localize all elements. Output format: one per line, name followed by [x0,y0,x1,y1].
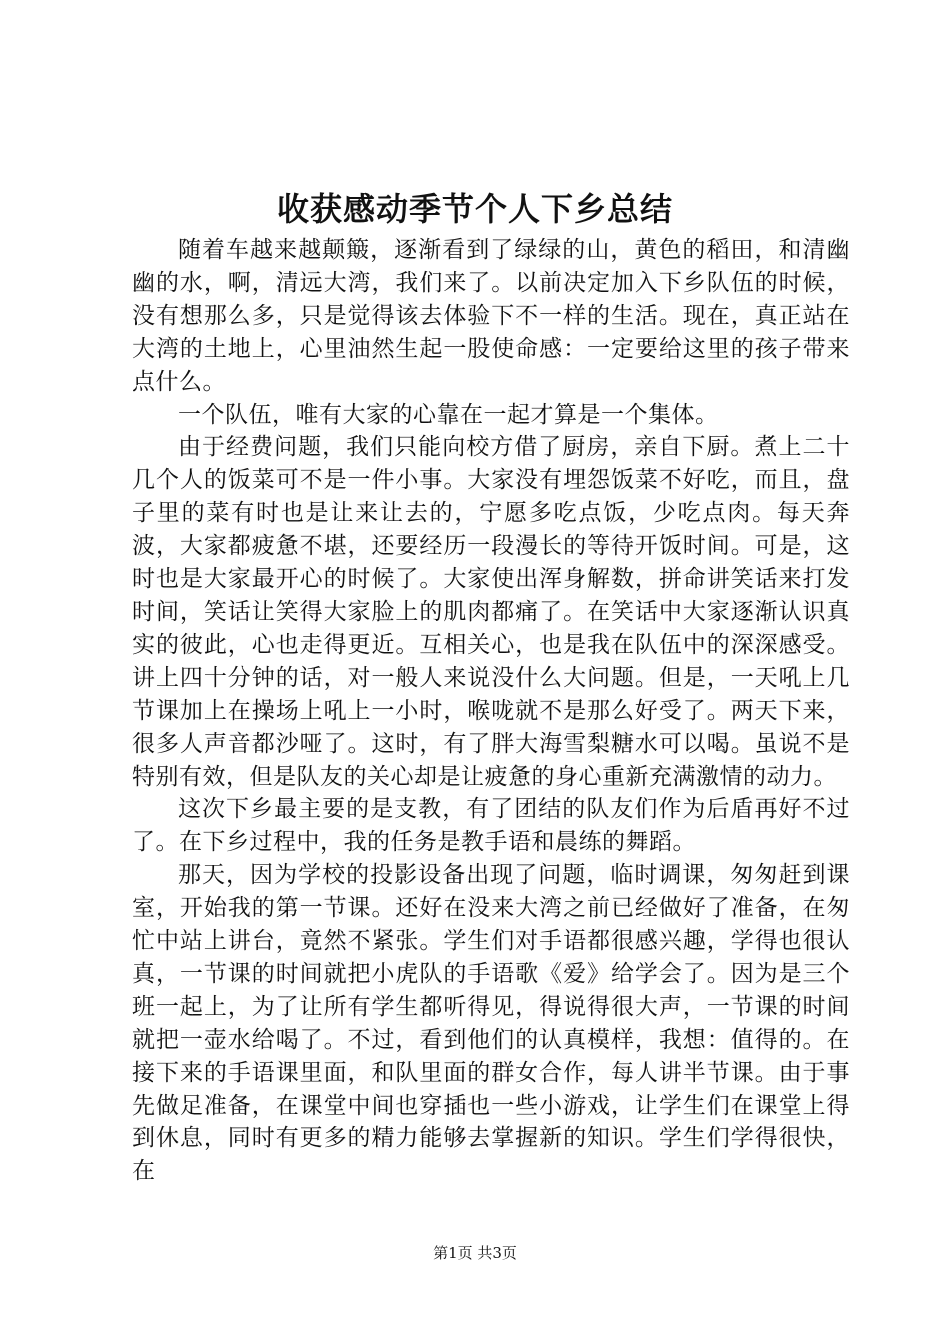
paragraph: 随着车越来越颠簸，逐渐看到了绿绿的山，黄色的稻田，和清幽幽的水，啊，清远大湾，我们来了。以前决定加入下乡队伍的时候，没有想那么多，只是觉得该去体验下不一样的生活。现在，真正站在大湾的土地上，心里油然生起一股使命感：一定要给这里的孩子带来点什么。 [132,237,850,395]
paragraph: 由于经费问题，我们只能向校方借了厨房，亲自下厨。煮上二十几个人的饭菜可不是一件小事。大家没有埋怨饭菜不好吃，而且，盘子里的菜有时也是让来让去的，宁愿多吃点饭，少吃点肉。每天奔波，大家都疲惫不堪，还要经历一段漫长的等待开饭时间。可是，这时也是大家最开心的时候了。大家使出浑身解数，拼命讲笑话来打发时间，笑话让笑得大家脸上的肌肉都痛了。在笑话中大家逐渐认识真实的彼此，心也走得更近。互相关心，也是我在队伍中的深深感受。讲上四十分钟的话，对一般人来说没什么大问题。但是，一天吼上几节课加上在操场上吼上一小时，喉咙就不是那么好受了。两天下来，很多人声音都沙哑了。这时，有了胖大海雪梨糖水可以喝。虽说不是特别有效，但是队友的关心却是让疲惫的身心重新充满激情的动力。 [132,434,850,790]
document-title: 收获感动季节个人下乡总结 [276,190,673,228]
document-body [132,234,850,1188]
page-number-footer: 第1页 共3页 [433,1244,517,1262]
paragraph: 一个队伍，唯有大家的心靠在一起才算是一个集体。 [178,401,719,428]
paragraph: 那天，因为学校的投影设备出现了问题，临时调课，匆匆赶到课室，开始我的第一节课。还好在没来大湾之前已经做好了准备，在匆忙中站上讲台，竟然不紧张。学生们对手语都很感兴趣，学得也很认真，一节课的时间就把小虎队的手语歌《爱》给学会了。因为是三个班一起上，为了让所有学生都听得见，得说得很大声，一节课的时间就把一壶水给喝了。不过，看到他们的认真模样，我想：值得的。在接下来的手语课里面，和队里面的群女合作，每人讲半节课。由于事先做足准备，在课堂中间也穿插也一些小游戏，让学生们在课堂上得到休息，同时有更多的精力能够去掌握新的知识。学生们学得很快，在 [132,862,850,1185]
paragraph: 这次下乡最主要的是支教，有了团结的队友们作为后盾再好不过了。在下乡过程中，我的任务是教手语和晨练的舞蹈。 [132,796,850,856]
